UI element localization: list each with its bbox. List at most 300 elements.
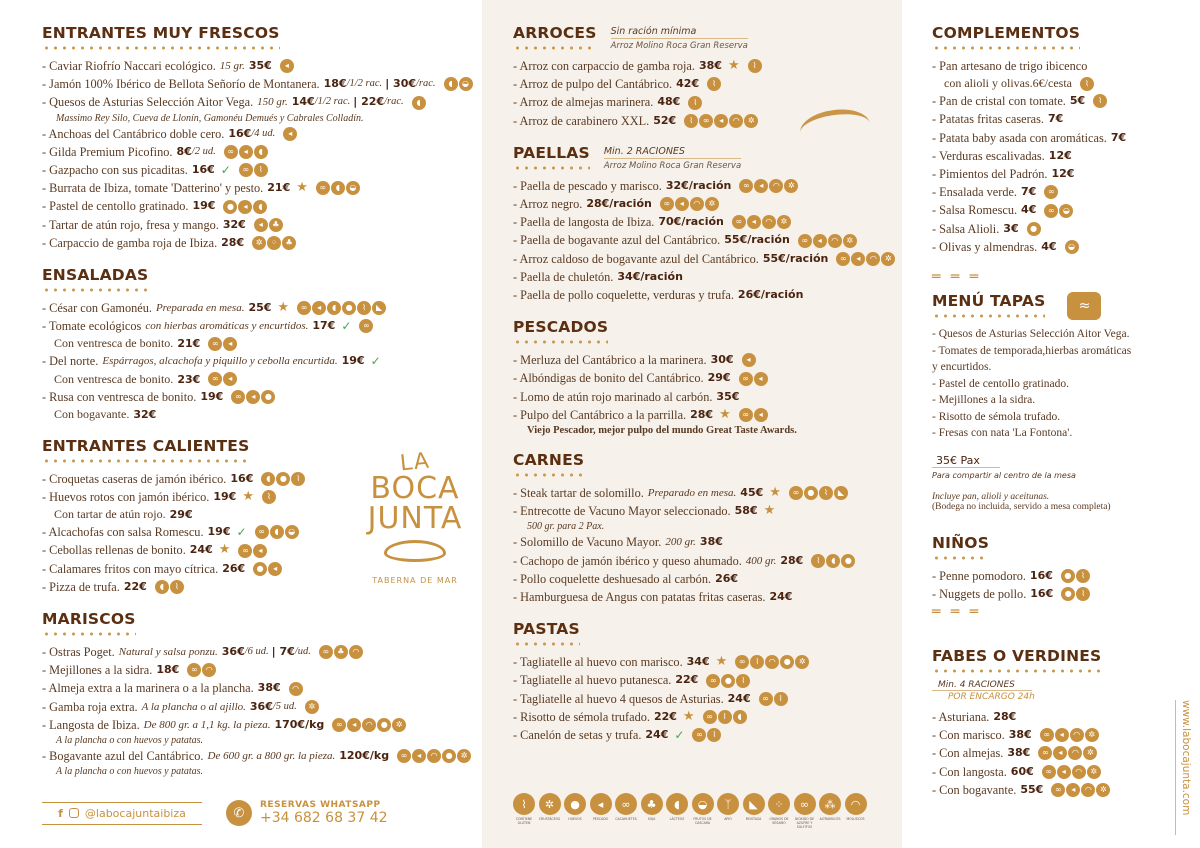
dairy-icon: ◖: [666, 793, 688, 815]
item-name: - Pulpo del Cantábrico a la parrilla.: [513, 407, 687, 422]
mollusc-icon: ◠: [1070, 728, 1084, 742]
restaurant-logo: [360, 448, 470, 585]
allergen-icons: [224, 145, 268, 159]
crustacean-icon: ✲: [705, 197, 719, 211]
menu-item: [932, 165, 1172, 183]
allergen-icons: [316, 181, 360, 195]
item-price: 22€: [123, 579, 147, 593]
egg-icon: ●: [1061, 587, 1075, 601]
allergen-legend-item: [666, 793, 688, 829]
social-links[interactable]: [42, 802, 202, 825]
item-name: - Mejillones a la sidra.: [42, 663, 153, 678]
item-price: 32€: [222, 217, 246, 231]
item-price: 170€/kg: [274, 717, 325, 731]
item-price: 19€: [200, 389, 224, 403]
allergen-icons: [254, 218, 283, 232]
soy-icon: ♣: [282, 236, 296, 250]
star-icon: ★: [277, 300, 290, 316]
allergen-icons: [262, 490, 276, 504]
fish-icon: ◂: [239, 145, 253, 159]
menu-item: [42, 747, 482, 765]
section-title: COMPLEMENTOS: [932, 24, 1081, 42]
vegetarian-check-icon: ✓: [674, 728, 685, 743]
item-name: - Tartar de atún rojo, fresa y mango.: [42, 217, 219, 232]
sulfites-icon: ∞: [739, 179, 753, 193]
mustard-icon: ◣: [372, 301, 386, 315]
egg-icon: ●: [342, 301, 356, 315]
allergen-icons: [703, 710, 747, 724]
gluten-icon: ⌇: [170, 580, 184, 594]
menu-item-continued: [932, 75, 1172, 92]
allergen-icons: [155, 580, 184, 594]
item-price: 12€: [1048, 148, 1072, 162]
item-name: - Paella de pollo coquelette, verduras y trufa.: [513, 288, 734, 303]
item-price: 19€: [213, 490, 237, 504]
allergen-legend-item: [692, 793, 714, 829]
allergen-label: CONTIENE GLUTEN: [515, 817, 533, 825]
sulfites-icon: ∞: [732, 215, 746, 229]
fish-icon: ◂: [223, 337, 237, 351]
allergen-icons: [208, 372, 237, 386]
sulfites-icon: ∞: [703, 710, 717, 724]
allergen-icons: [412, 96, 426, 110]
menu-item: [42, 388, 482, 406]
gluten-icon: ⌇: [811, 554, 825, 568]
star-icon: ★: [719, 406, 731, 422]
section-title: PAELLAS: [513, 143, 590, 162]
tapas-item: - Quesos de Asturias Selección Aitor Vega.: [932, 328, 1130, 341]
item-name: - Del norte.: [42, 354, 99, 369]
menu-item: [42, 698, 482, 716]
menu-item: [513, 213, 898, 231]
sulfites-icon: ∞: [238, 544, 252, 558]
allergen-label: ALTRAMUCES: [819, 817, 841, 821]
section-fabes-verdines: [932, 647, 1172, 799]
item-name: - Croquetas caseras de jamón ibérico.: [42, 471, 227, 486]
nuts-icon: ◒: [346, 181, 360, 195]
dairy-icon: ◖: [412, 96, 426, 110]
star-icon: ★: [682, 708, 695, 724]
allergen-icons: [688, 96, 702, 110]
allergen-icons: [739, 372, 768, 386]
note-sub: Arroz Molino Roca Gran Reserva: [610, 41, 748, 51]
section-note: [604, 144, 741, 171]
logo-line-3: JUNTA: [367, 501, 463, 536]
sub-item-price: 23€: [177, 372, 201, 386]
item-name: - Con almejas.: [932, 746, 1004, 761]
item-price: 35€: [716, 389, 740, 403]
star-icon: ★: [296, 180, 308, 196]
dotted-underline: [513, 641, 580, 647]
allergen-icons: [1044, 185, 1058, 199]
allergen-legend-item: [819, 793, 841, 829]
item-name: - Burrata de Ibiza, tomate 'Datterino' y pesto.: [42, 181, 264, 196]
item-price: 24€: [645, 728, 669, 742]
item-price: 24€: [727, 691, 751, 705]
menu-item: [42, 317, 482, 335]
soy-icon: ♣: [269, 218, 283, 232]
item-name: - Albóndigas de bonito del Cantábrico.: [513, 371, 704, 386]
sulfites-icon: ∞: [297, 301, 311, 315]
item-description: 15 gr.: [219, 60, 245, 72]
section-header: [513, 318, 898, 345]
egg-icon: ●: [1061, 569, 1075, 583]
egg-icon: ●: [276, 472, 290, 486]
item-name: - Paella de chuletón.: [513, 269, 614, 284]
sulfites-icon: ∞: [739, 408, 753, 422]
allergen-icons: [1044, 204, 1073, 218]
menu-item: [42, 299, 482, 317]
allergen-label: CACAHUETES: [615, 817, 637, 821]
sulfites-icon: ∞: [231, 390, 245, 404]
item-note: Massimo Rey Silo, Cueva de Llonín, Gamonéu Demués y Cabrales Colladín.: [56, 112, 364, 124]
menu-item: [42, 643, 482, 661]
dairy-icon: ◖: [261, 472, 275, 486]
fabes-note: [932, 680, 1172, 702]
sulfites-icon: ∞: [1042, 765, 1056, 779]
item-name: - Con bogavante.: [932, 782, 1017, 797]
tapas-item: - Tomates de temporada,hierbas aromáticas: [932, 344, 1132, 357]
item-price: 28€/ración: [586, 197, 652, 211]
allergen-label: SOJA: [647, 817, 656, 821]
sulfites-icon: ∞: [1040, 728, 1054, 742]
item-price: 38€: [1007, 746, 1031, 760]
dotted-underline: [42, 631, 136, 637]
fish-icon: ◂: [590, 793, 612, 815]
item-price: 28€: [690, 407, 714, 421]
item-name: - Con langosta.: [932, 764, 1007, 779]
mollusc-icon: ◠: [349, 645, 363, 659]
item-name: - César con Gamonéu.: [42, 301, 152, 316]
section-title: ENTRANTES CALIENTES: [42, 436, 250, 455]
item-name: - Gilda Premium Picofino.: [42, 144, 173, 159]
allergen-icons: [1093, 94, 1107, 108]
allergen-icons: [319, 645, 363, 659]
egg-icon: ●: [223, 200, 237, 214]
egg-icon: ●: [841, 554, 855, 568]
item-name: - Carpaccio de gamba roja de Ibiza.: [42, 235, 218, 250]
fish-icon: ◂: [246, 390, 260, 404]
menu-item: [513, 653, 898, 671]
allergen-icons: [684, 114, 758, 128]
item-price: 16€: [228, 126, 252, 140]
section-title: FABES O VERDINES: [932, 646, 1102, 665]
allergen-legend-item: [768, 793, 790, 829]
item-price: 55€/ración: [724, 233, 790, 247]
menu-item: [42, 75, 482, 93]
gluten-icon: ⌇: [1093, 94, 1107, 108]
menu-item: [42, 352, 482, 370]
gluten-icon: ⌇: [1080, 77, 1094, 91]
menu-item: [932, 567, 1172, 585]
whatsapp-label: RESERVAS WHATSAPP: [260, 800, 381, 810]
section-title: CARNES: [513, 451, 585, 470]
note-main: Sin ración mínima: [611, 26, 748, 39]
item-name: - Ostras Poget.: [42, 645, 115, 660]
sulfites-icon: ∞: [316, 181, 330, 195]
section-header: [513, 451, 898, 478]
item-price: 38€: [257, 681, 281, 695]
vegetarian-check-icon: ✓: [220, 163, 231, 178]
fish-icon: ◂: [1053, 746, 1067, 760]
facebook-icon[interactable]: f: [58, 806, 63, 820]
item-price: 34€/ración: [617, 269, 683, 283]
section-menu-tapas: [932, 270, 1172, 512]
menu-item: [513, 690, 898, 708]
sulfites-icon: ∞: [239, 163, 253, 177]
left-column: [42, 24, 482, 792]
menu-item: [513, 177, 898, 195]
tapas-price-note: Para compartir al centro de la mesa: [932, 470, 1076, 480]
item-note: A la plancha o con huevos y patatas.: [56, 766, 204, 778]
sub-item-name: Con tartar de atún rojo.: [54, 507, 166, 522]
crustacean-icon: ✲: [777, 215, 791, 229]
mollusc-icon: ◠: [845, 793, 867, 815]
gluten-icon: ⌇: [707, 77, 721, 91]
menu-item: [932, 57, 1172, 75]
item-name: - Paella de langosta de Ibiza.: [513, 215, 655, 230]
section-entrantes-frescos: [42, 24, 482, 252]
menu-item: [513, 268, 898, 286]
allergen-legend-item: [743, 793, 765, 829]
sulfites-icon: ∞: [739, 372, 753, 386]
menu-item: [42, 125, 482, 143]
nuts-icon: ◒: [692, 793, 714, 815]
item-name: - Cachopo de jamón ibérico y queso ahumado.: [513, 553, 742, 568]
item-price: 7€: [1110, 130, 1127, 144]
allergen-icons: [208, 337, 237, 351]
menu-sub-item: [42, 335, 482, 352]
item-price: 60€: [1010, 764, 1034, 778]
section-title: ENSALADAS: [42, 266, 149, 285]
allergen-icons: [1080, 77, 1094, 91]
allergen-icons: [289, 682, 303, 696]
allergen-icons: [359, 319, 373, 333]
sulfites-icon: ∞: [208, 372, 222, 386]
gluten-icon: ⌇: [819, 486, 833, 500]
allergen-icons: [811, 554, 855, 568]
crustacean-icon: ✲: [305, 700, 319, 714]
item-price: 25€: [248, 301, 272, 315]
allergen-icons: [1065, 240, 1079, 254]
crustacean-icon: ✲: [795, 655, 809, 669]
item-price: 12€: [1051, 167, 1075, 181]
menu-item: [932, 110, 1172, 128]
item-price: 19€: [207, 525, 231, 539]
allergen-icons: [252, 236, 296, 250]
allergen-legend-item: [615, 793, 637, 829]
item-name: - Paella de bogavante azul del Cantábrico.: [513, 233, 721, 248]
note-sub: Arroz Molino Roca Gran Reserva: [603, 160, 742, 171]
fish-icon: ◂: [675, 197, 689, 211]
crustacean-icon: ✲: [392, 718, 406, 732]
mollusc-icon: ◠: [362, 718, 376, 732]
section-pescados: [513, 318, 898, 437]
whatsapp-reservations[interactable]: [226, 800, 388, 826]
star-icon: ★: [727, 58, 740, 73]
item-price: 18€: [156, 663, 180, 677]
item-name: - Salsa Alioli.: [932, 221, 1000, 236]
item-name: - Almeja extra a la marinera o a la plancha.: [42, 681, 254, 696]
crustacean-icon: ✲: [881, 252, 895, 266]
item-description: con hierbas aromáticas y encurtidos.: [145, 320, 309, 333]
item-price: 29€: [707, 371, 731, 385]
menu-item: [932, 147, 1172, 165]
price-unit: /6 ud.: [244, 646, 269, 658]
item-name: - Bogavante azul del Cantábrico.: [42, 749, 204, 764]
item-description: Preparada en mesa.: [155, 302, 245, 315]
item-description: A la plancha o al ajillo.: [141, 700, 246, 713]
item-name: - Arroz de pulpo del Cantábrico.: [513, 77, 673, 92]
crustacean-icon: ✲: [1087, 765, 1101, 779]
item-description: 400 gr.: [745, 554, 777, 567]
dairy-icon: ◖: [155, 580, 169, 594]
item-name: - Rusa con ventresca de bonito.: [42, 389, 197, 404]
whatsapp-phone[interactable]: +34 682 68 37 42: [260, 810, 388, 826]
allergen-label: LÁCTEOS: [669, 817, 685, 821]
gluten-icon: ⌇: [291, 472, 305, 486]
mollusc-icon: ◠: [729, 114, 743, 128]
price-unit: /cesta: [1044, 76, 1072, 91]
gluten-icon: ⌇: [688, 96, 702, 110]
menu-item: [513, 406, 898, 424]
item-price: 38€: [698, 59, 722, 72]
item-name: - Arroz negro.: [513, 197, 583, 212]
logo-tagline: TABERNA DE MAR: [372, 576, 458, 585]
item-price: 55€: [1020, 782, 1044, 796]
menu-item: [932, 92, 1172, 110]
item-price: 22€: [675, 673, 699, 687]
allergen-icons: [759, 692, 788, 706]
menu-item: [513, 502, 898, 520]
fish-icon: ◂: [714, 114, 728, 128]
instagram-icon[interactable]: [69, 808, 79, 818]
allergen-icons: [748, 59, 762, 73]
fish-icon: ◂: [280, 59, 294, 73]
section-header: [932, 292, 1172, 320]
tapas-item: - Mejillones a la sidra.: [932, 394, 1036, 407]
dairy-icon: ◖: [254, 145, 268, 159]
fish-icon: ◂: [813, 234, 827, 248]
section-title: ENTRANTES MUY FRESCOS: [42, 24, 280, 42]
item-price: 45€: [740, 486, 764, 500]
star-icon: ★: [218, 542, 231, 558]
menu-item: [513, 369, 898, 387]
menu-item: [513, 533, 898, 551]
item-name: - Merluza del Cantábrico a la marinera.: [513, 353, 707, 368]
allergen-legend: [513, 793, 867, 829]
website-url[interactable]: www.labocajunta.com: [1175, 700, 1192, 835]
menu-item: [513, 112, 898, 130]
star-icon: ★: [715, 654, 728, 670]
mollusc-icon: ◠: [866, 252, 880, 266]
item-name: - Paella de pescado y marisco.: [513, 178, 662, 193]
dotted-underline: [42, 287, 148, 293]
item-price: 19€: [341, 354, 365, 368]
mollusc-icon: ◠: [769, 179, 783, 193]
item-name: - Arroz de carabinero XXL.: [513, 113, 650, 128]
item-price: 16€: [230, 471, 254, 485]
crustacean-icon: ✲: [1085, 728, 1099, 742]
egg-icon: ●: [253, 562, 267, 576]
item-name: - Entrecotte de Vacuno Mayor seleccionado.: [513, 504, 731, 519]
item-name: - Patatas fritas caseras.: [932, 112, 1044, 127]
sulfites-icon: ∞: [706, 674, 720, 688]
item-price: 7€: [1048, 112, 1064, 126]
whatsapp-icon[interactable]: ✆: [226, 800, 252, 826]
crustacean-icon: ✲: [784, 179, 798, 193]
item-award-note: Viejo Pescador, mejor pulpo del mundo Great Taste Awards.: [527, 425, 797, 437]
item-price: 58€: [734, 504, 758, 518]
menu-item: [513, 570, 898, 588]
allergen-icons: [1027, 222, 1041, 236]
section-title: PASTAS: [513, 620, 580, 639]
tapas-item: - Pastel de centollo gratinado.: [932, 377, 1070, 390]
item-name: - Con marisco.: [932, 728, 1005, 743]
item-name: - Olivas y almendras.: [932, 239, 1038, 254]
crustacean-icon: ✲: [843, 234, 857, 248]
item-name: - Salsa Romescu.: [932, 203, 1018, 218]
item-price: 16€: [1030, 586, 1054, 600]
vegetarian-check-icon: ✓: [341, 319, 352, 334]
section-title: MENÚ TAPAS: [932, 292, 1046, 311]
item-price: 30€: [710, 353, 734, 367]
gluten-icon: ⌇: [262, 490, 276, 504]
allergen-icons: [397, 749, 471, 763]
allergen-icons: [742, 353, 756, 367]
item-name: - Jamón 100% Ibérico de Bellota Señorío de Montanera.: [42, 77, 320, 92]
item-description: 150 gr.: [257, 96, 288, 109]
social-handle[interactable]: @labocajuntaibiza: [84, 806, 186, 820]
sulfites-icon: ∞: [735, 655, 749, 669]
fish-icon: ◂: [851, 252, 865, 266]
item-name: - Steak tartar de solomillo.: [513, 486, 644, 501]
allergen-label: HUEVOS: [568, 817, 582, 821]
allergen-legend-item: [845, 793, 867, 829]
allergen-icons: [706, 674, 750, 688]
item-name: - Verduras escalivadas.: [932, 148, 1045, 163]
item-price: 70€/ración: [658, 215, 724, 229]
item-name: - Arroz caldoso de bogavante azul del Cantábrico.: [513, 251, 759, 266]
mustard-icon: ◣: [743, 793, 765, 815]
dairy-icon: ◖: [733, 710, 747, 724]
item-price: 32€/ración: [665, 178, 732, 192]
sulfites-icon: ∞: [1038, 746, 1052, 760]
fish-icon: ◂: [412, 749, 426, 763]
lips-badge-icon: ≈: [1067, 292, 1101, 320]
mollusc-icon: ◠: [828, 234, 842, 248]
fish-icon: ◂: [747, 215, 761, 229]
allergen-icons: [1061, 587, 1090, 601]
item-description: Preparado en mesa.: [647, 487, 737, 500]
menu-item: [42, 679, 482, 697]
fish-icon: ◂: [754, 179, 768, 193]
menu-item: [42, 216, 482, 234]
fish-icon: ◂: [253, 544, 267, 558]
nuts-icon: ◒: [285, 525, 299, 539]
item-price: 34€: [686, 655, 710, 669]
section-header: [513, 24, 898, 51]
mollusc-icon: ◠: [289, 682, 303, 696]
item-price: 55€/ración: [762, 251, 829, 265]
lupin-icon: ⁂: [819, 793, 841, 815]
sulfites-icon: ∞: [319, 645, 333, 659]
vegetarian-check-icon: ✓: [370, 354, 381, 369]
sulfites-icon: ∞: [1044, 185, 1058, 199]
mollusc-icon: ◠: [427, 749, 441, 763]
tapas-price: 35€ Pax: [932, 454, 1000, 468]
allergen-icons: [660, 197, 719, 211]
